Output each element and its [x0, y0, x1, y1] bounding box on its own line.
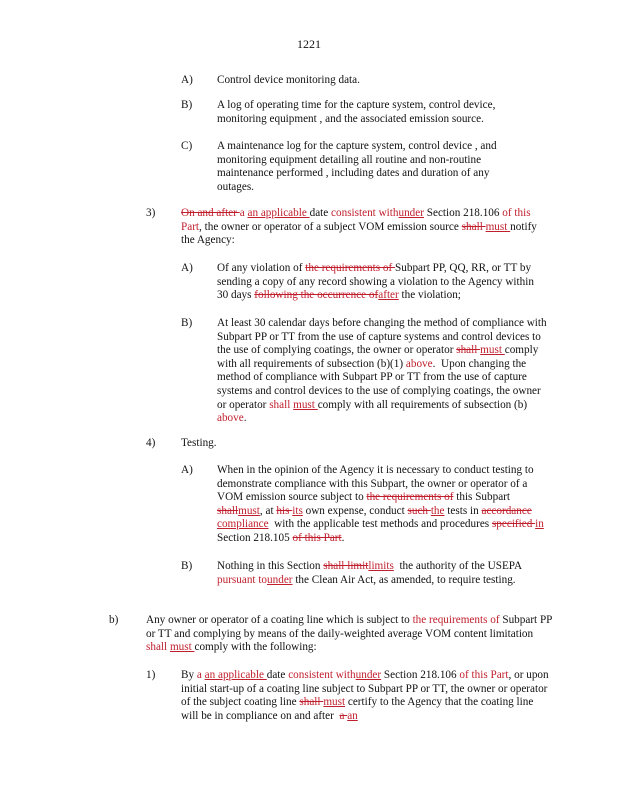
- item-label: B): [181, 560, 193, 572]
- item-text: Nothing in this Section shall limitlimits the authority of the USEPA pursuant tounder the Clean Air Act, as amended, to require testing.: [217, 560, 522, 586]
- item-label: b): [109, 614, 119, 626]
- item-text: A maintenance log for the capture system, control device , and monitoring equipment detailing all routine and non-routine maintenance performed , including dates and duration of any outages.: [217, 140, 497, 193]
- item-label: B): [181, 99, 193, 111]
- item-text: When in the opinion of the Agency it is necessary to conduct testing to demonstrate compliance with this Subpart, the owner or operator of a VOM emission source subject to the requirements of this Subpart shallmust, at his its own expense, conduct such the tests in accordance compliance with the applicable test methods and procedures specified in Section 218.105 of this Part.: [217, 464, 544, 544]
- item-text: On and after a an applicable date consistent withunder Section 218.106 of this Part, the owner or operator of a subject VOM emission source shall must notify the Agency:: [181, 207, 537, 247]
- item-text: Testing.: [181, 437, 217, 449]
- item-label: 1): [146, 669, 156, 681]
- page-number: 1221: [297, 37, 321, 51]
- item-text: Control device monitoring data.: [217, 74, 360, 86]
- item-label: B): [181, 317, 193, 329]
- item-text: Any owner or operator of a coating line which is subject to the requirements of Subpart PP or TT and complying by means of the daily-weighted average VOM content limitation shall must comply with the following:: [146, 614, 552, 654]
- item-text: At least 30 calendar days before changing the method of compliance with Subpart PP or TT from the use of capture systems and control devices to the use of complying coatings, the owner or operator shall must comply with all requirements of subsection (b)(1) above. Upon changing the method of compliance with Subpart PP or TT from the use of capture systems and control devices to the use of complying coatings, the owner or operator shall must comply with all requirements of subsection (b) above.: [217, 317, 547, 425]
- item-label: 4): [146, 437, 156, 449]
- item-text: A log of operating time for the capture system, control device, monitoring equipment , and the associated emission source.: [217, 99, 496, 125]
- item-label: A): [181, 74, 193, 86]
- item-text: Of any violation of the requirements of Subpart PP, QQ, RR, or TT by sending a copy of any record showing a violation to the Agency within 30 days following the occurrence ofafter the violation;: [217, 262, 534, 302]
- item-label: A): [181, 262, 193, 274]
- item-text: By a an applicable date consistent withunder Section 218.106 of this Part, or upon initial start-up of a coating line subject to Subpart PP or TT, the owner or operator of the subject coating line shall must certify to the Agency that the coating line will be in compliance on and after a an: [181, 669, 549, 722]
- inserted-text: a an applicable: [239, 207, 310, 219]
- item-label: 3): [146, 207, 156, 219]
- item-label: C): [181, 140, 193, 152]
- item-label: A): [181, 464, 193, 476]
